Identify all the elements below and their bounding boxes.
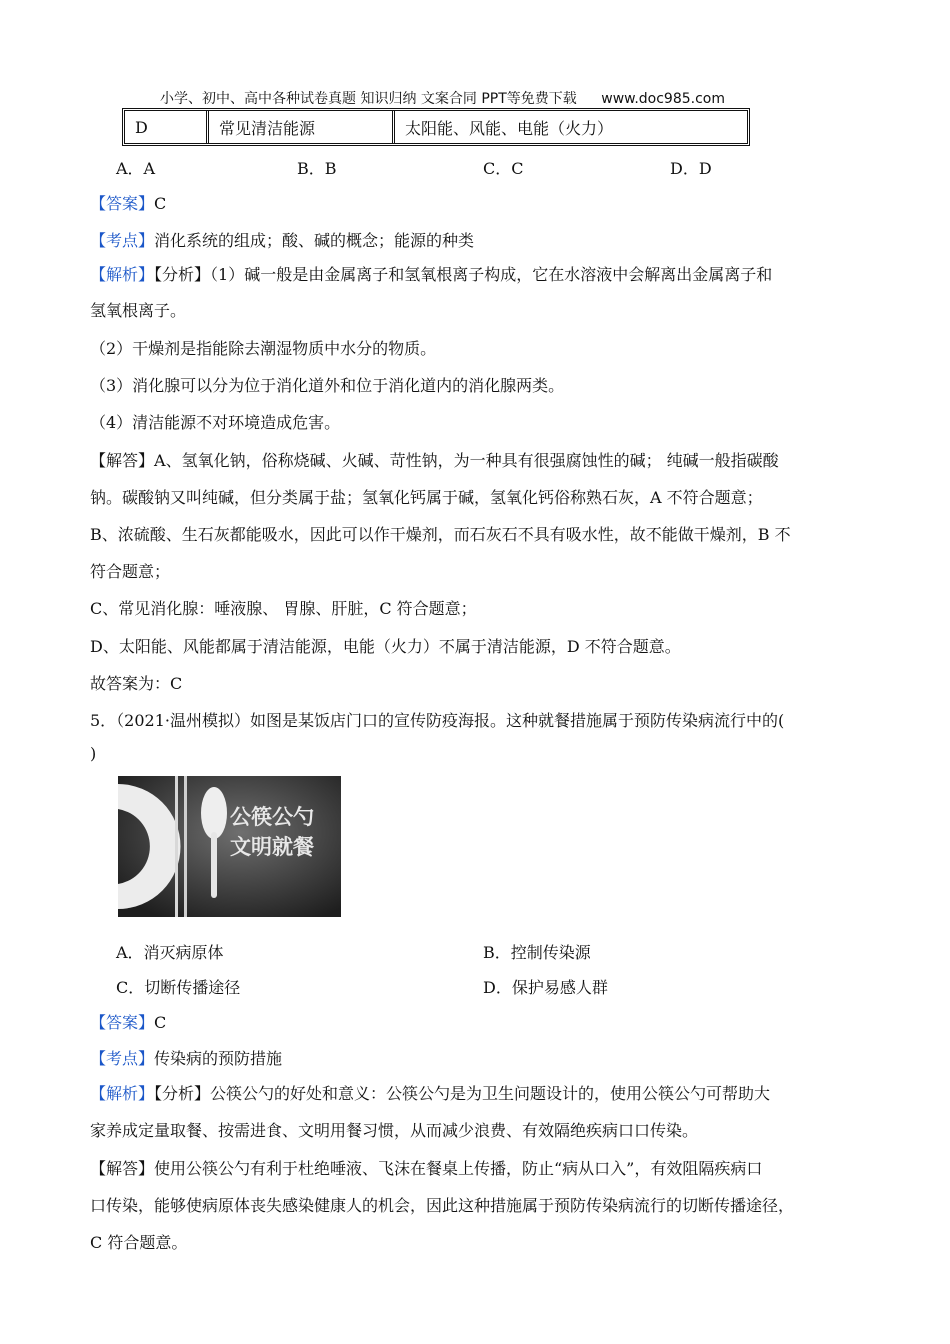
q5-question-end: )	[90, 744, 97, 763]
answer-value: C	[154, 1013, 167, 1032]
q5-solution-line: 口传染，能够使病原体丧失感染健康人的机会，因此这种措施属于预防传染病流行的切断传播途径，	[90, 1196, 795, 1215]
q5-option-a: A．消灭病原体	[116, 943, 224, 962]
q4-option-d: D．D	[670, 159, 712, 178]
q5-analysis-line: 家养成定量取餐、按需进食、文明用餐习惯，从而减少浪费、有效隔绝疾病口口传染。	[90, 1121, 699, 1140]
page-header	[160, 88, 725, 108]
q4-final-answer: 故答案为：C	[90, 674, 183, 693]
poster-text-1: 公筷公勺	[230, 805, 314, 829]
q4-solution-line: C、常见消化腺：唾液腺、 胃腺、肝脏，C 符合题意；	[90, 599, 477, 618]
solution-tag: 【解答】	[90, 451, 155, 470]
q5-option-d: D．保护易感人群	[483, 978, 608, 997]
q4-analysis-line	[90, 262, 772, 285]
header-url[interactable]: www.doc985.com	[601, 91, 725, 107]
q4-solution-line: 钠。碳酸钠又叫纯碱，但分类属于盐；氢氧化钙属于碱，氢氧化钙俗称熟石灰，A 不符合题意；	[90, 488, 763, 507]
analysis-text: 【分析】（1）碱一般是由金属离子和氢氧根离子构成，它在水溶液中会解离出金属离子和	[154, 265, 773, 284]
q4-solution-line	[90, 448, 779, 471]
q4-option-a: A．A	[116, 159, 156, 178]
table-cell-content: 太阳能、风能、电能（火力）	[405, 118, 614, 138]
q5-solution-line: C 符合题意。	[90, 1233, 188, 1252]
q5-analysis-line	[90, 1081, 770, 1104]
analysis-text: 【分析】公筷公勺的好处和意义：公筷公勺是为卫生问题设计的，使用公筷公勺可帮助大	[154, 1084, 771, 1103]
analysis-tag: 【解析】	[90, 1084, 155, 1103]
q4-analysis-line: （3）消化腺可以分为位于消化道外和位于消化道内的消化腺两类。	[90, 376, 565, 395]
q5-solution-line: 【解答】使用公筷公勺有利于杜绝唾液、飞沫在餐桌上传播，防止“病从口入”，有效阻隔疾病口	[90, 1159, 763, 1178]
topic-tag: 【考点】	[90, 1049, 155, 1068]
q4-option-b: B．B	[297, 159, 337, 178]
table-cell-label: D	[125, 111, 209, 143]
q4-analysis-line: （4）清洁能源不对环境造成危害。	[90, 413, 341, 432]
topic-tag: 【考点】	[90, 231, 155, 250]
answer-value: C	[154, 194, 167, 213]
topic-value: 消化系统的组成；酸、碱的概念；能源的种类	[154, 231, 475, 250]
q5-option-c: C．切断传播途径	[116, 978, 241, 997]
q5-question: 5．（2021·温州模拟）如图是某饭店门口的宣传防疫海报。这种就餐措施属于预防传染病流行中的(	[90, 711, 785, 730]
header-text: 小学、初中、高中各种试卷真题 知识归纳 文案合同 PPT等免费下载	[160, 91, 577, 107]
q4-answer	[90, 191, 166, 214]
q4-analysis-line: （2）干燥剂是指能除去潮湿物质中水分的物质。	[90, 339, 437, 358]
q4-topic	[90, 228, 474, 251]
answer-tag: 【答案】	[90, 194, 155, 213]
answer-table-row	[122, 108, 750, 146]
table-cell-category: 常见清洁能源	[209, 111, 395, 143]
q4-solution-line: B、浓硫酸、生石灰都能吸水，因此可以作干燥剂，而石灰石不具有吸水性，故不能做干燥剂，B 不	[90, 525, 791, 544]
answer-tag: 【答案】	[90, 1013, 155, 1032]
q5-option-b: B．控制传染源	[483, 943, 591, 962]
q5-answer	[90, 1010, 166, 1033]
solution-text: A、氢氧化钠，俗称烧碱、火碱、苛性钠，为一种具有很强腐蚀性的碱； 纯碱一般指碳酸	[154, 451, 779, 470]
poster-image	[118, 776, 341, 917]
analysis-tag: 【解析】	[90, 265, 155, 284]
q4-solution-line: 符合题意；	[90, 562, 171, 581]
q4-analysis-line: 氢氧根离子。	[90, 301, 187, 320]
q4-solution-line: D、太阳能、风能都属于清洁能源，电能（火力）不属于清洁能源，D 不符合题意。	[90, 637, 681, 656]
topic-value: 传染病的预防措施	[154, 1049, 283, 1068]
q5-topic	[90, 1046, 282, 1069]
q4-option-c: C．C	[483, 159, 524, 178]
poster-text-2: 文明就餐	[230, 835, 314, 859]
